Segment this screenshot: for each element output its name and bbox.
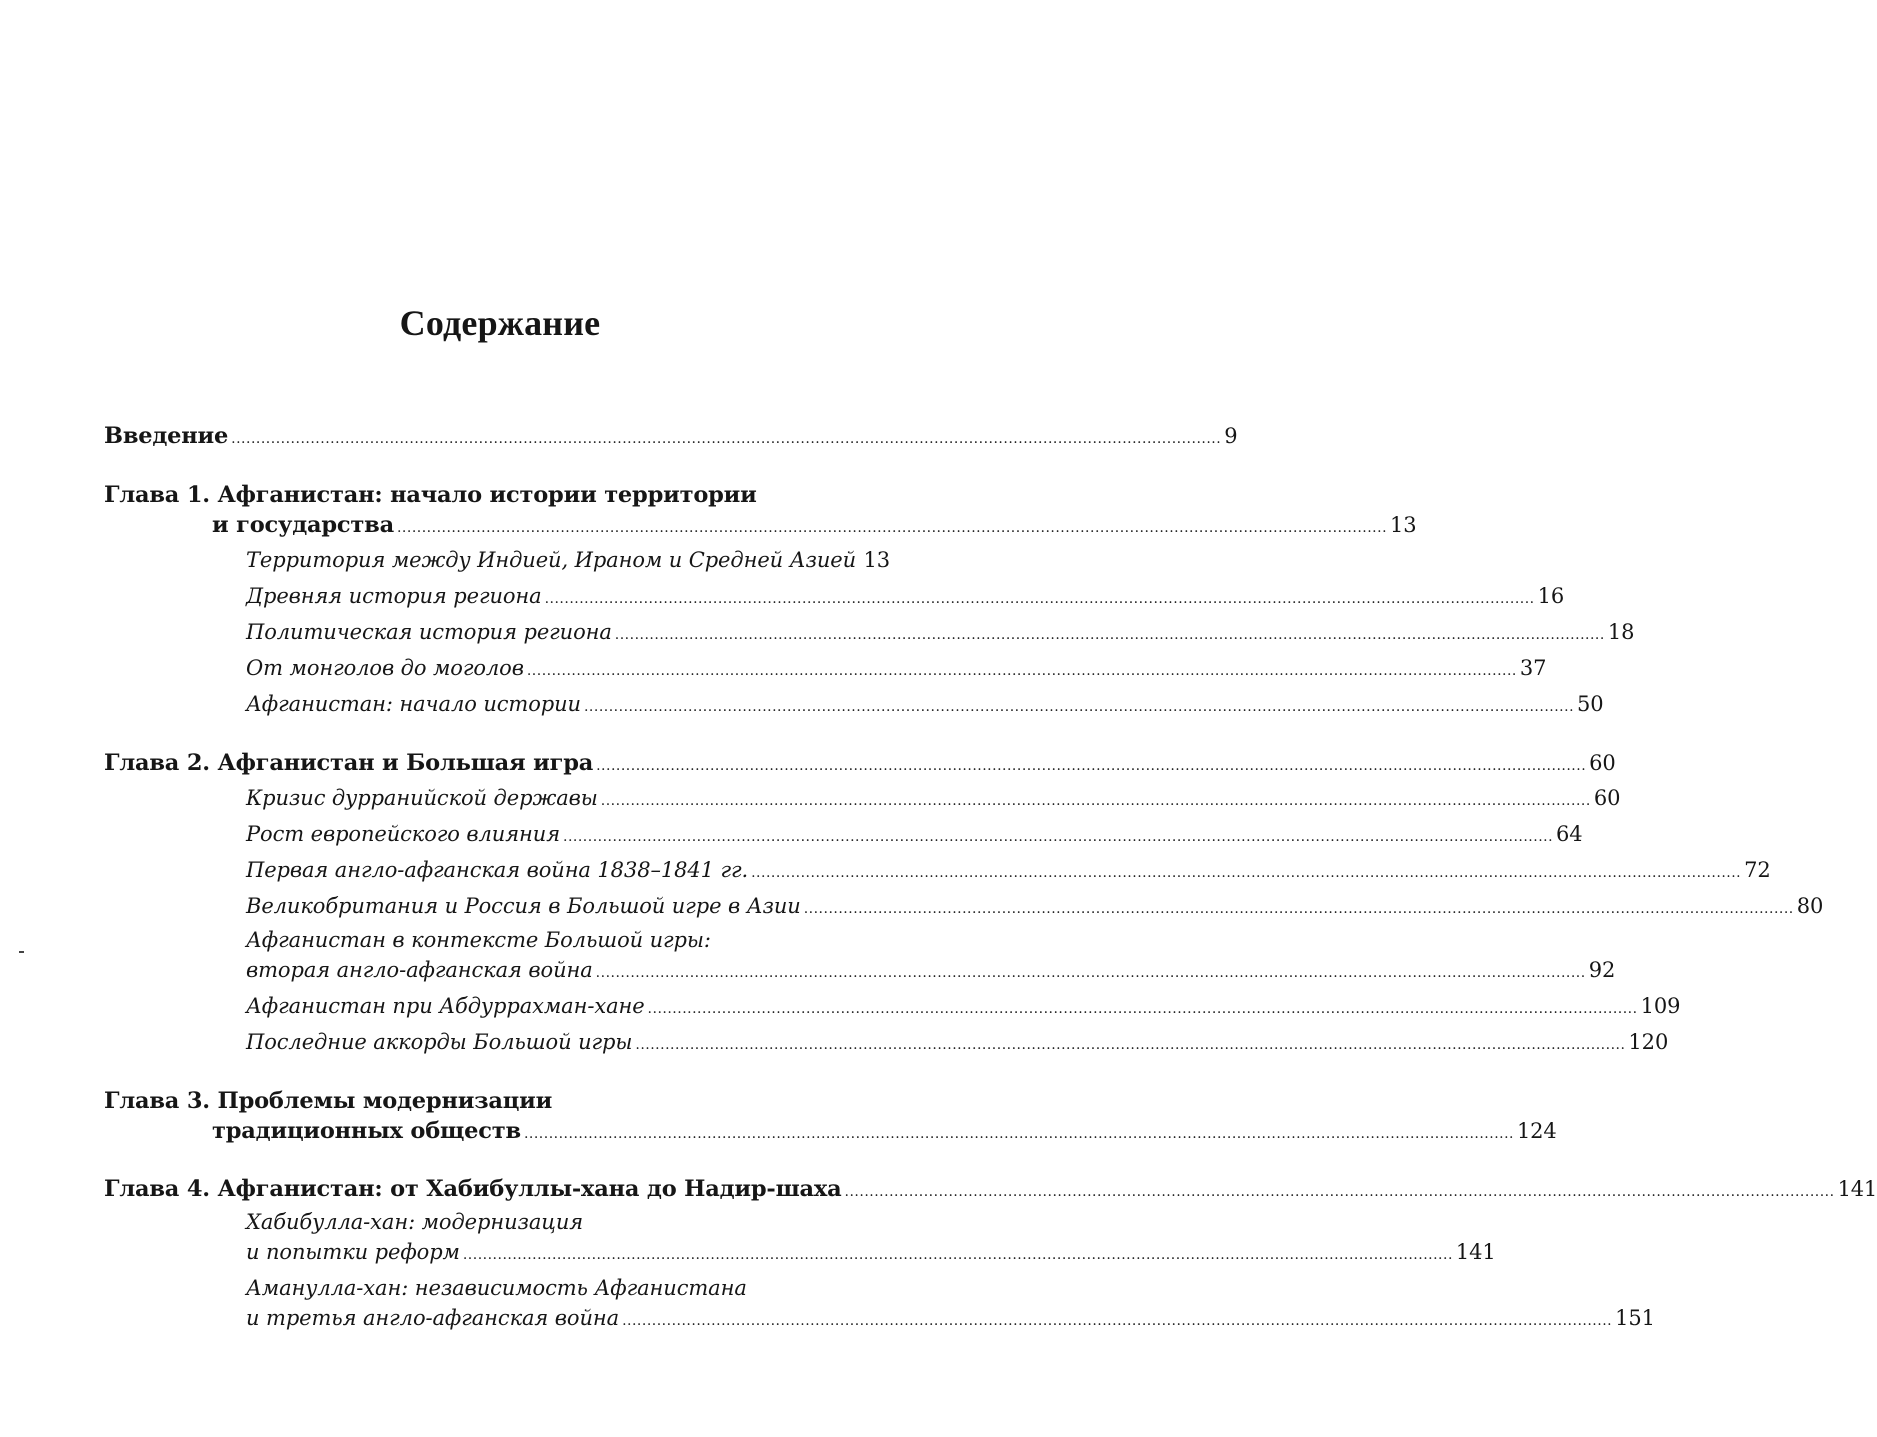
toc-label: Политическая история региона xyxy=(246,620,612,644)
toc-label: Великобритания и Россия в Большой игре в Азии xyxy=(246,894,801,918)
toc-page-number: 151 xyxy=(1615,1306,1655,1330)
toc-label: Хабибулла-хан: модернизация xyxy=(246,1210,584,1234)
leader-dots: ........................................................................................................................................................................................................ xyxy=(563,829,1554,845)
toc-section-heading[interactable] xyxy=(246,928,890,962)
toc-page-number: 60 xyxy=(1589,751,1616,775)
toc-page-number: 72 xyxy=(1744,858,1771,882)
toc-section[interactable] xyxy=(246,548,890,582)
toc-label: Территория между Индией, Ираном и Средней Азией xyxy=(246,548,856,572)
leader-dots: ........................................................................................................................................................................................................ xyxy=(614,627,1605,643)
toc-label: и государства xyxy=(212,512,394,538)
leader-dots: ........................................................................................................................................................................................................ xyxy=(231,431,1222,447)
toc-label: От монголов до моголов xyxy=(246,656,524,680)
leader-dots xyxy=(859,555,860,571)
toc-section[interactable] xyxy=(246,786,1621,820)
toc-page-number: 92 xyxy=(1588,958,1616,982)
toc-section[interactable] xyxy=(246,1030,1669,1064)
toc-section-heading[interactable] xyxy=(246,1210,890,1244)
toc-section[interactable] xyxy=(246,620,1635,654)
toc-page-number: 109 xyxy=(1640,994,1681,1018)
toc-chapter-4[interactable] xyxy=(104,1176,1877,1210)
toc-label: и третья англо-афганская война xyxy=(246,1306,620,1330)
toc-page-number: 124 xyxy=(1517,1119,1557,1143)
toc-section[interactable] xyxy=(246,692,1604,726)
toc-page-number: 141 xyxy=(1455,1240,1496,1264)
toc-page-number: 13 xyxy=(863,548,890,572)
page-title: Содержание xyxy=(399,303,601,343)
toc-label: Рост европейского влияния xyxy=(246,822,560,846)
leader-dots: ........................................................................................................................................................................................................ xyxy=(803,901,1794,917)
toc-page-number: 80 xyxy=(1796,894,1824,918)
toc-section[interactable] xyxy=(246,1306,1655,1340)
leader-dots: ........................................................................................................................................................................................................ xyxy=(595,965,1586,981)
leader-dots: ........................................................................................................................................................................................................ xyxy=(751,865,1742,881)
leader-dots: ........................................................................................................................................................................................................ xyxy=(523,1126,1514,1142)
toc-page-number: 9 xyxy=(1224,424,1238,448)
toc-page-number: 13 xyxy=(1390,513,1417,537)
toc-page-number: 60 xyxy=(1593,786,1621,810)
toc-section[interactable] xyxy=(246,1240,1496,1274)
leader-dots: ........................................................................................................................................................................................................ xyxy=(600,793,1591,809)
toc-section[interactable] xyxy=(246,656,1547,690)
toc-section-heading[interactable] xyxy=(246,1276,890,1310)
toc-label: Первая англо-афганская война 1838–1841 гг. xyxy=(246,858,749,882)
toc-label: и попытки реформ xyxy=(246,1240,460,1264)
toc-chapter-3[interactable] xyxy=(212,1118,1557,1152)
toc-page-number: 50 xyxy=(1577,692,1604,716)
toc-chapter-2[interactable] xyxy=(104,750,1616,784)
toc-page-number: 37 xyxy=(1519,656,1547,680)
leader-dots: ........................................................................................................................................................................................................ xyxy=(462,1247,1453,1263)
toc-label: Афганистан: начало истории xyxy=(246,692,581,716)
toc-label: традиционных обществ xyxy=(212,1118,521,1144)
toc-entry-intro[interactable] xyxy=(104,423,1238,457)
leader-dots: ........................................................................................................................................................................................................ xyxy=(544,591,1535,607)
toc-label: Кризис дурранийской державы xyxy=(246,786,598,810)
toc-label: Последние аккорды Большой игры xyxy=(246,1030,633,1054)
toc-label: Глава 3. Проблемы модернизации xyxy=(104,1088,553,1114)
toc-section[interactable] xyxy=(246,894,1824,928)
toc-section[interactable] xyxy=(246,858,1771,892)
leader-dots: ........................................................................................................................................................................................................ xyxy=(647,1001,1638,1017)
toc-chapter-3-heading[interactable] xyxy=(104,1088,890,1122)
toc-label: Древняя история региона xyxy=(246,584,542,608)
toc-page-number: 16 xyxy=(1537,584,1565,608)
toc-label: Афганистан в контексте Большой игры: xyxy=(246,928,711,952)
leader-dots: ........................................................................................................................................................................................................ xyxy=(844,1184,1835,1200)
toc-page-number: 120 xyxy=(1628,1030,1669,1054)
leader-dots: ........................................................................................................................................................................................................ xyxy=(596,758,1587,774)
scan-edge-mark xyxy=(19,951,24,953)
leader-dots: ........................................................................................................................................................................................................ xyxy=(526,663,1517,679)
leader-dots: ........................................................................................................................................................................................................ xyxy=(583,699,1575,715)
leader-dots: ........................................................................................................................................................................................................ xyxy=(635,1037,1626,1053)
toc-label: Глава 2. Афганистан и Большая игра xyxy=(104,750,594,776)
toc-page-number: 18 xyxy=(1607,620,1635,644)
toc-page-number: 64 xyxy=(1556,822,1583,846)
toc-chapter-1[interactable] xyxy=(212,512,1417,546)
leader-dots: ........................................................................................................................................................................................................ xyxy=(396,520,1388,536)
toc-label: Глава 1. Афганистан: начало истории территории xyxy=(104,482,757,508)
toc-section[interactable] xyxy=(246,958,1616,992)
toc-label: Глава 4. Афганистан: от Хабибуллы-хана до Надир-шаха xyxy=(104,1176,842,1202)
toc-label: Аманулла-хан: независимость Афганистана xyxy=(246,1276,747,1300)
toc-label: Афганистан при Абдуррахман-хане xyxy=(246,994,645,1018)
toc-label: вторая англо-афганская война xyxy=(246,958,593,982)
leader-dots: ........................................................................................................................................................................................................ xyxy=(622,1313,1613,1329)
toc-section[interactable] xyxy=(246,994,1681,1028)
toc-section[interactable] xyxy=(246,584,1565,618)
toc-section[interactable] xyxy=(246,822,1583,856)
toc-page-number: 141 xyxy=(1837,1177,1877,1201)
toc-label: Введение xyxy=(104,423,229,449)
toc-chapter-1-heading[interactable] xyxy=(104,482,890,516)
